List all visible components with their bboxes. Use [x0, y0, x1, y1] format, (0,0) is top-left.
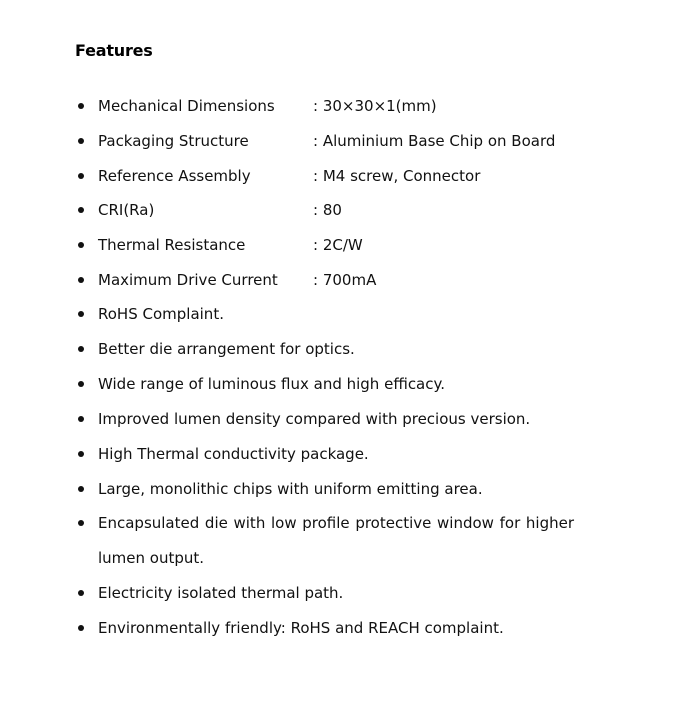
bullet-icon: [78, 103, 84, 109]
bullet-icon: [78, 207, 84, 213]
bullet-icon: [78, 346, 84, 352]
word: window: [437, 514, 494, 532]
spec-value: : M4 screw, Connector: [313, 167, 481, 185]
features-heading: Features: [75, 41, 153, 60]
list-item: [0, 407, 682, 431]
word: protective: [355, 514, 432, 532]
word: die: [204, 514, 228, 532]
bullet-icon: [78, 242, 84, 248]
bullet-icon: [78, 277, 84, 283]
bullet-icon: [78, 625, 84, 631]
word: for: [499, 514, 521, 532]
bullet-icon: [78, 451, 84, 457]
feature-text: Improved lumen density compared with precious version.: [98, 410, 531, 428]
list-item: [0, 302, 682, 326]
list-item: [0, 616, 682, 640]
list-item: [0, 233, 682, 257]
feature-text-line-1: [98, 511, 574, 535]
list-item: [0, 442, 682, 466]
word: low: [270, 514, 297, 532]
bullet-icon: [78, 520, 84, 526]
feature-text: Electricity isolated thermal path.: [98, 584, 344, 602]
bullet-icon: [78, 173, 84, 179]
spec-label: Packaging Structure: [98, 132, 249, 150]
spec-label: Reference Assembly: [98, 167, 251, 185]
spec-label: Mechanical Dimensions: [98, 97, 275, 115]
bullet-icon: [78, 138, 84, 144]
feature-text: Better die arrangement for optics.: [98, 340, 355, 358]
feature-text: Environmentally friendly: RoHS and REACH complaint.: [98, 619, 504, 637]
list-item: [0, 164, 682, 188]
spec-value: : Aluminium Base Chip on Board: [313, 132, 556, 150]
list-item: [0, 198, 682, 222]
spec-label: CRI(Ra): [98, 201, 155, 219]
bullet-icon: [78, 381, 84, 387]
word: with: [233, 514, 266, 532]
bullet-icon: [78, 416, 84, 422]
word: Encapsulated: [98, 514, 200, 532]
spec-value: : 700mA: [313, 271, 377, 289]
bullet-icon: [78, 590, 84, 596]
feature-text: RoHS Complaint.: [98, 305, 224, 323]
feature-text: Large, monolithic chips with uniform emitting area.: [98, 480, 483, 498]
feature-text: Wide range of luminous flux and high efficacy.: [98, 375, 446, 393]
list-item: [0, 581, 682, 605]
list-item: [0, 511, 682, 571]
feature-text-line-2: lumen output.: [98, 549, 205, 567]
list-item: [0, 268, 682, 292]
feature-text: High Thermal conductivity package.: [98, 445, 369, 463]
spec-value: : 30×30×1(mm): [313, 97, 437, 115]
list-item: [0, 129, 682, 153]
spec-value: : 2C/W: [313, 236, 363, 254]
bullet-icon: [78, 311, 84, 317]
word: profile: [302, 514, 350, 532]
list-item: [0, 372, 682, 396]
list-item: [0, 94, 682, 118]
spec-label: Maximum Drive Current: [98, 271, 278, 289]
list-item: [0, 477, 682, 501]
spec-value: : 80: [313, 201, 342, 219]
list-item: [0, 337, 682, 361]
spec-label: Thermal Resistance: [98, 236, 246, 254]
word: higher: [525, 514, 574, 532]
bullet-icon: [78, 486, 84, 492]
